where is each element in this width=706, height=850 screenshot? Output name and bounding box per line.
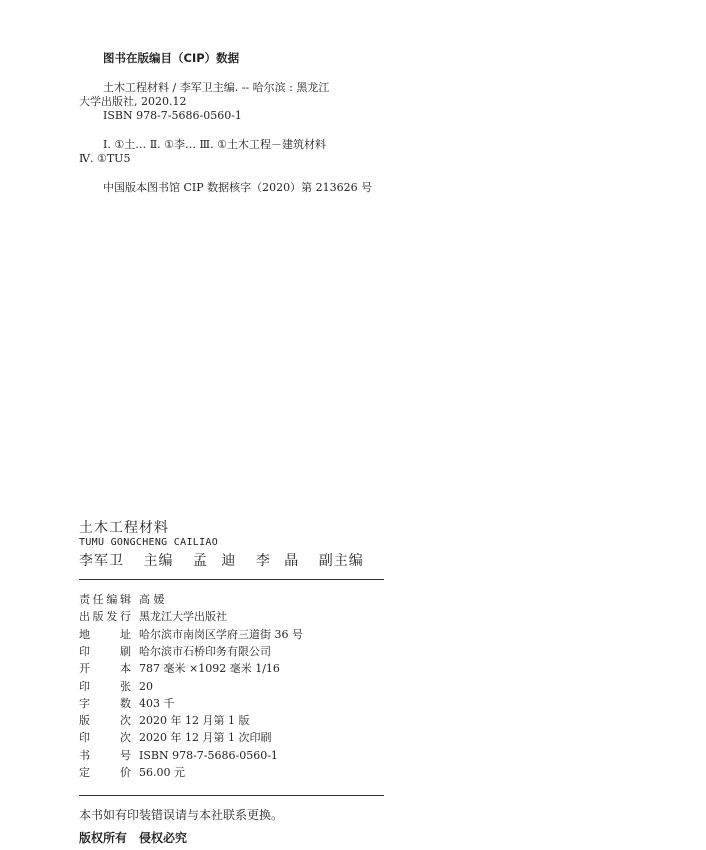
publication-info-value: 哈尔滨市南岗区学府三道街 36 号	[139, 627, 303, 641]
publication-info-label: 印 张	[79, 679, 131, 693]
cip-line: 大学出版社, 2020.12	[79, 95, 187, 108]
publication-info-label: 地 址	[79, 627, 131, 641]
publication-info-label: 字 数	[79, 696, 131, 710]
publication-info-label: 印 次	[79, 731, 131, 745]
book-title-pinyin: TUMU GONGCHENG CAILIAO	[79, 537, 219, 548]
publication-info-label: 出版发行	[79, 610, 131, 624]
publication-info-label: 定 价	[79, 766, 131, 779]
divider	[79, 579, 384, 580]
publication-info-row	[79, 764, 185, 781]
publication-info-label: 开 本	[79, 662, 131, 676]
publication-info-row	[79, 712, 249, 729]
divider	[79, 795, 384, 796]
publication-info-row	[79, 591, 165, 608]
deputy-editor-name: 晶	[284, 553, 300, 569]
publication-info-row	[79, 729, 271, 746]
publication-info-row	[79, 626, 303, 643]
publication-info-value: 56.00 元	[139, 766, 185, 779]
copyright-notice	[79, 829, 187, 846]
deputy-editor-role: 副主编	[318, 553, 364, 569]
copyright-text: 版权所有	[79, 831, 128, 845]
book-title: 土木工程材料	[79, 520, 169, 536]
editors-line	[79, 550, 378, 570]
misprint-notice: 本书如有印装错误请与本社联系更换。	[79, 808, 284, 822]
deputy-editor-name: 李	[255, 553, 271, 569]
publication-info-row	[79, 643, 271, 660]
publication-info-value: 哈尔滨市石桥印务有限公司	[139, 644, 271, 658]
publication-info-value: 403 千	[139, 696, 175, 710]
cip-isbn: ISBN 978-7-5686-0560-1	[103, 109, 242, 122]
publication-info-row	[79, 678, 153, 695]
publication-info-value: 2020 年 12 月第 1 次印刷	[139, 731, 272, 745]
publication-info-label: 版 次	[79, 714, 131, 728]
deputy-editor-name: 孟	[192, 553, 208, 569]
cip-classification: Ⅰ. ①土… Ⅱ. ①李… Ⅲ. ①土木工程－建筑材料	[103, 138, 326, 151]
cip-line: 土木工程材料 / 李军卫主编. -- 哈尔滨 : 黑龙江	[103, 81, 330, 94]
chief-editor-role: 主编	[143, 553, 174, 569]
publication-info-value: ISBN 978-7-5686-0560-1	[139, 748, 278, 762]
publication-info-label: 书 号	[79, 748, 131, 762]
publication-info-row	[79, 747, 278, 764]
publication-info-row	[79, 695, 175, 712]
deputy-editor-name: 迪	[221, 553, 237, 569]
publication-info-value: 2020 年 12 月第 1 版	[139, 714, 250, 728]
copyright-text: 侵权必究	[139, 831, 188, 845]
publication-info-label: 责任编辑	[79, 593, 131, 606]
cip-heading: 图书在版编目（CIP）数据	[103, 51, 240, 65]
publication-info-value: 高 媛	[139, 593, 165, 606]
publication-info-value: 黑龙江大学出版社	[139, 610, 227, 624]
publication-info-label: 印 刷	[79, 644, 131, 658]
publication-info-value: 787 毫米 ×1092 毫米 1/16	[139, 662, 280, 676]
chief-editor-name: 李军卫	[79, 553, 124, 569]
publication-info-value: 20	[139, 679, 153, 693]
cip-classification: Ⅳ. ①TU5	[79, 152, 131, 165]
publication-info-row	[79, 608, 227, 625]
cip-record-number: 中国版本图书馆 CIP 数据核字（2020）第 213626 号	[103, 181, 373, 194]
publication-info-row	[79, 660, 280, 677]
